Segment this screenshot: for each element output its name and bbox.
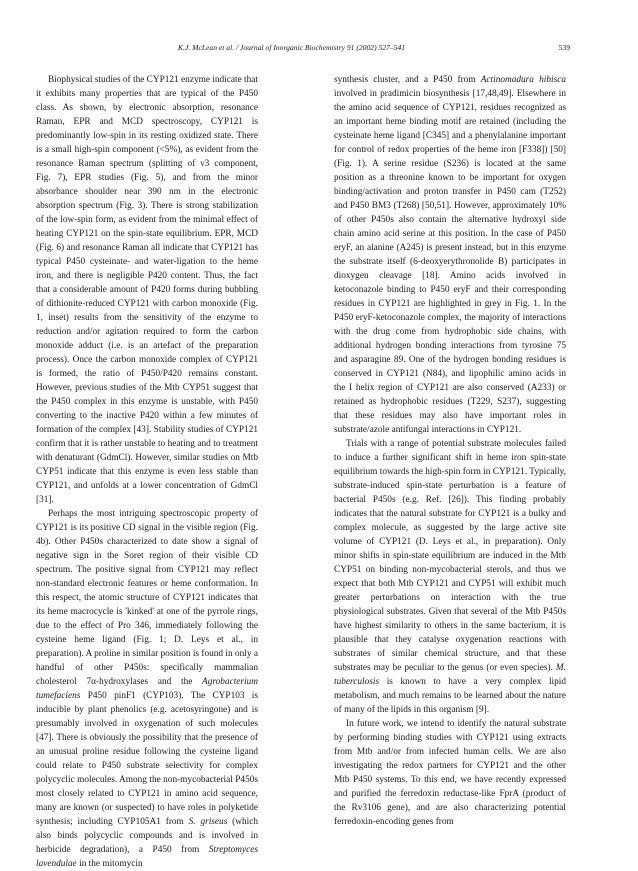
text-run: is known to have a very complex lipid metabolism, and much remains to be learned about the nature of many of the lipids in this organism [9].	[334, 677, 566, 715]
text-run: (which also binds polycyclic compounds and is involved in herbicide degradation), a P450 from	[36, 817, 258, 855]
species-name: Streptomyces lavendulae	[36, 845, 258, 869]
text-run: P450 pinF1 (CYP103). The CYP103 is inducible by plant phenolics (e.g. acetosyringone) and is presumably involved in oxygenation of such molecules [47]. There is obviously the possibility that the presence of an unusual proline residue following the cysteine ligand could relate to P450 substrate selectivity for complex polycyclic molecules. Among the non-mycobacterial P450s most closely related to CYP121 in amino acid sequence, many are known (or suspected) to have roles in polyketide synthesis; including CYP105A1 from	[36, 691, 258, 827]
species-name: M. tuberculosis	[334, 663, 566, 687]
left-column	[36, 73, 258, 871]
text-run: synthesis cluster, and a P450 from	[334, 75, 481, 85]
page-number: 539	[558, 43, 570, 52]
journal-citation: K.J. McLean et al. / Journal of Inorganic Biochemistry 91 (2002) 527–541	[178, 43, 406, 52]
text-run: involved in pradimicin biosynthesis [17,48,49]. Elsewhere in the amino acid sequence of CYP121, residues recognized as an important heme binding motif are retained (including the cysteinate heme ligand [C345] and a phenylalanine important for control of redox properties of the heme iron [F338]) [50] (Fig. 1). A serine residue (S236) is located at the same position as a threonine known to be important for oxygen binding/activation and proton transfer in P450 cam (T252) and P450 BM3 (T268) [50,51]. However, approximately 10% of other P450s also contain the alternative hydroxyl side chain amino acid serine at this position. In the case of P450 eryF, an alanine (A245) is present instead, but in this enzyme the substrate itself (6-deoxyerythronolide B) participates in dioxygen cleavage [18]. Amino acids involved in ketoconazole binding to P450 eryF and their corresponding residues in CYP121 are highlighted in grey in Fig. 1. In the P450 eryF-ketoconazole complex, the majority of interactions with the drug come from hydrophobic side chains, with additional hydrogen bonding interactions from tyrosine 75 and asparagine 89. One of the hydrogen bonding residues is conserved in CYP121 (N84), and lipophilic amino acids in the I helix region of CYP121 are also conserved (A233) or retained as hydrophobic residues (T229, S237), suggesting that these residues may also have important roles in substrate/azole antifungal interactions in CYP121.	[334, 89, 566, 435]
paragraph-cd-signal	[36, 507, 258, 871]
text-run: Trials with a range of potential substrate molecules failed to induce a further significant shift in heme iron spin-state equilibrium towards the high-spin form in CYP121. Typically, substrate-induced spin-state perturbation is a feature of bacterial P450s (e.g. Ref. [26]). This finding probably indicates that the natural substrate for CYP121 is a bulky and complex molecule, as suggested by the large active site volume of CYP121 (D. Leys et al., in preparation). Only minor shifts in spin-state equilibrium are induced in the Mtb CYP51 on binding non-mycobacterial sterols, and thus we expect that both Mtb CYP121 and CYP51 will exhibit much greater perturbations on interaction with the true physiological substrates. Given that several of the Mtb P450s have highest similarity to others in the same bacterium, it is plausible that they catalyse oxygenation reactions with substrates of similar chemical structure, and that these substrates may be peculiar to the genus (or even species).	[334, 439, 566, 673]
text-run: Perhaps the most intriguing spectroscopic property of CYP121 is its positive CD signal in the visible region (Fig. 4b). Other P450s characterized to date show a signal of negative sign in the Soret region of their visible CD spectrum. The positive signal from CYP121 may reflect non-standard electronic features or heme conformation. In this respect, the atomic structure of CYP121 indicates that its heme macrocycle is 'kinked' at one of the pyrrole rings, due to the effect of Pro 346, immediately following the cysteine heme ligand (Fig. 1; D. Leys et al., in preparation). A proline in similar position is found in only a handful of other P450s: specifically mammalian cholesterol 7α-hydroxylases and the	[36, 509, 258, 687]
species-name: Agrobacterium tumefaciens	[36, 677, 258, 701]
paragraph-biophysical: Biophysical studies of the CYP121 enzyme indicate that it exhibits many properties that are typical of the P450 class. As shown, by electronic absorption, resonance Raman, EPR and MCD spectroscopy, CYP121 is predominantly low-spin in its resting oxidized state. There is a small high-spin component (<5%), as evident from the resonance Raman spectrum (splitting of ν3 component, Fig. 7), EPR studies (Fig. 5), and from the minor absorbance shoulder near 390 nm in the electronic absorption spectrum (Fig. 3). There is strong stabilization of the low-spin form, as evident from the minimal effect of heating CYP121 on the spin-state equilibrium. EPR, MCD (Fig. 6) and resonance Raman all indicate that CYP121 has typical P450 cysteinate- and water-ligation to the heme iron, and there is negligible P420 content. Thus, the fact that a considerable amount of P420 forms during bubbling of dithionite-reduced CYP121 with carbon monoxide (Fig. 1, inset) results from the sensitivity of the enzyme to reduction and/or agitation required to form the carbon monoxide adduct (i.e. is an artefact of the preparation process). Once the carbon monoxide complex of CYP121 is formed, the ratio of P450/P420 remains constant. However, previous studies of the Mtb CYP51 suggest that the P450 complex in this enzyme is unstable, with P450 converting to the inactive P420 within a few minutes of formation of the complex [43]. Stability studies of CYP121 confirm that it is rather unstable to heating and to treatment with denaturant (GdmCl). However, similar studies on Mtb CYP51 indicate that this enzyme is even less stable than CYP121, and unfolds at a lower concentration of GdmCl [31].	[36, 75, 258, 505]
text-run: in the mitomycin	[76, 859, 143, 869]
paragraph-substrate-trials	[334, 437, 566, 717]
paragraph-sequence	[334, 73, 566, 437]
right-column	[334, 73, 566, 829]
paragraph-future-work: In future work, we intend to identify the natural substrate by performing binding studies with CYP121 using extracts from Mtb and/or from infected human cells. We are also investigating the redox partners for CYP121 and the other Mtb P450 systems. To this end, we have recently expressed and purified the ferredoxin reductase-like FprA (product of the Rv3106 gene), and are also characterizing potential ferredoxin-encoding genes from	[334, 719, 566, 827]
species-name: S. griseus	[188, 817, 228, 827]
species-name: Actinomadura hibisca	[480, 75, 566, 85]
